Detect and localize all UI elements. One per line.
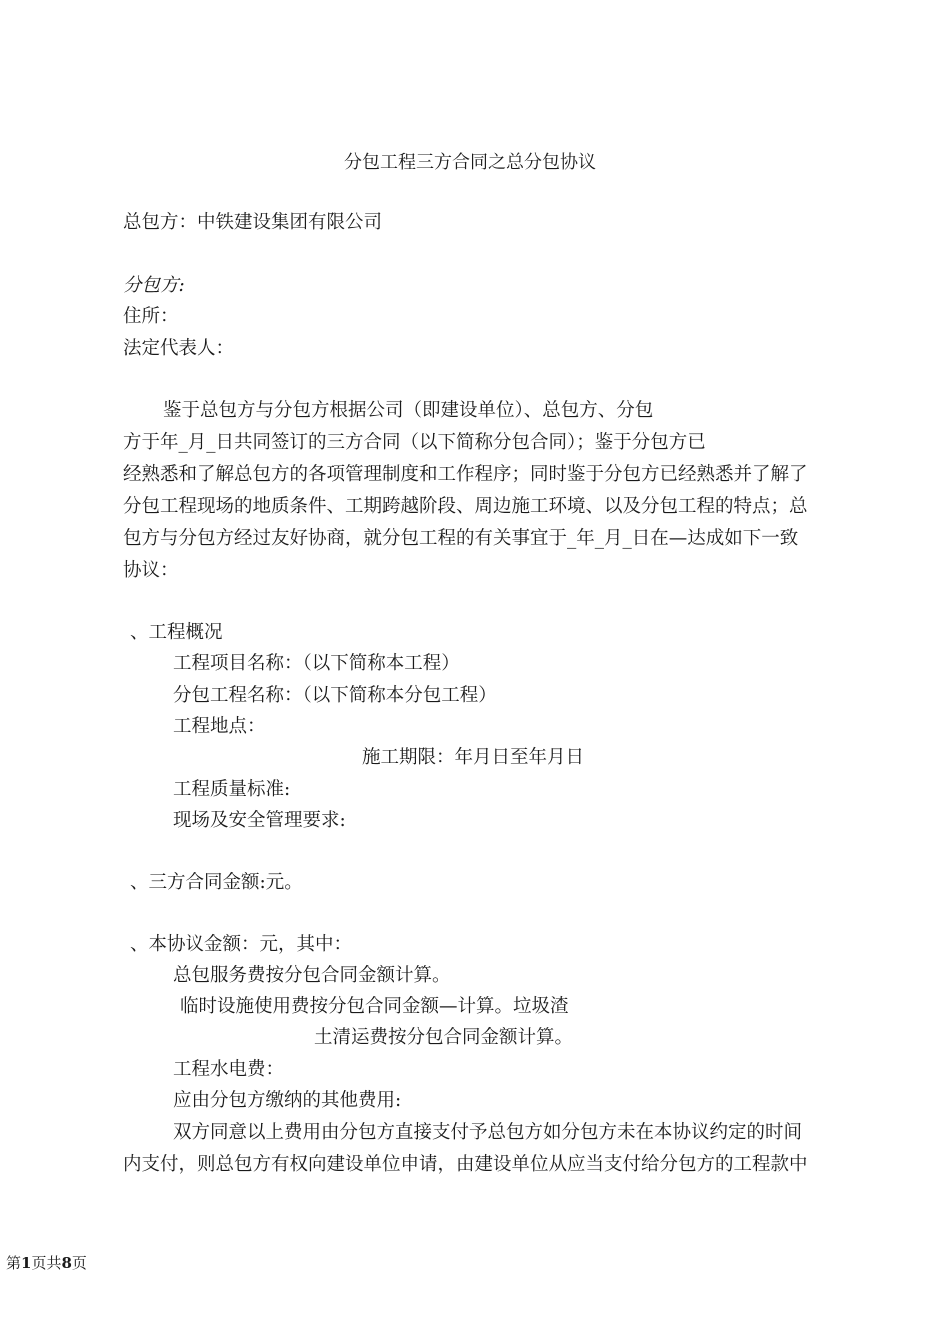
project-name-line: 工程项目名称：（以下简称本工程） xyxy=(173,653,460,674)
footer-total-pages: 8 xyxy=(61,1254,72,1272)
footer-middle: 页共 xyxy=(31,1254,62,1272)
other-fees-line: 应由分包方缴纳的其他费用: xyxy=(173,1090,402,1111)
general-contractor-line: 总包方：中铁建设集团有限公司 xyxy=(123,212,383,233)
preamble-line: 方于年_月_日共同签订的三方合同（以下简称分包合同）；鉴于分包方已 xyxy=(123,432,706,453)
waste-removal-fee-line: 土清运费按分包合同金额计算。 xyxy=(314,1027,574,1048)
preamble-line: 分包工程现场的地质条件、工期跨越阶段、周边施工环境、以及分包工程的特点；总 xyxy=(123,496,808,517)
address-line: 住所： xyxy=(123,306,179,327)
footer-suffix: 页 xyxy=(71,1254,87,1272)
preamble-line: 鉴于总包方与分包方根据公司（即建设单位）、总包方、分包 xyxy=(163,400,654,421)
footer-prefix: 第 xyxy=(6,1254,22,1272)
payment-terms-line: 双方同意以上费用由分包方直接支付予总包方如分包方未在本协议约定的时间 xyxy=(173,1122,803,1143)
page-footer xyxy=(6,1252,87,1273)
construction-period-line: 施工期限：年月日至年月日 xyxy=(362,747,585,768)
subcontract-project-name-line: 分包工程名称：（以下简称本分包工程） xyxy=(173,685,497,706)
section-heading-agreement-amount: 、本协议金额：元，其中： xyxy=(130,934,353,955)
section-heading-contract-amount: 、三方合同金额:元。 xyxy=(130,872,303,893)
quality-standard-line: 工程质量标准: xyxy=(173,779,291,800)
subcontractor-line: 分包方: xyxy=(123,275,185,296)
preamble-line: 包方与分包方经过友好协商，就分包工程的有关事宜于_年_月_日在—达成如下一致 xyxy=(123,528,799,549)
preamble-line: 经熟悉和了解总包方的各项管理制度和工作程序；同时鉴于分包方已经熟悉并了解了 xyxy=(123,464,808,485)
project-location-line: 工程地点： xyxy=(173,716,266,737)
temporary-facilities-fee-line: 临时设施使用费按分包合同金额—计算。垃圾渣 xyxy=(180,996,569,1017)
document-title: 分包工程三方合同之总分包协议 xyxy=(344,152,596,173)
legal-representative-line: 法定代表人： xyxy=(123,338,235,359)
section-heading-project-overview: 、工程概况 xyxy=(130,622,223,643)
service-fee-line: 总包服务费按分包合同金额计算。 xyxy=(173,965,451,986)
preamble-line: 协议： xyxy=(123,560,179,581)
utilities-fee-line: 工程水电费： xyxy=(173,1059,285,1080)
footer-page-number: 1 xyxy=(21,1254,32,1272)
payment-terms-line: 内支付，则总包方有权向建设单位申请，由建设单位从应当支付给分包方的工程款中 xyxy=(123,1154,808,1175)
site-safety-requirements-line: 现场及安全管理要求: xyxy=(173,810,346,831)
